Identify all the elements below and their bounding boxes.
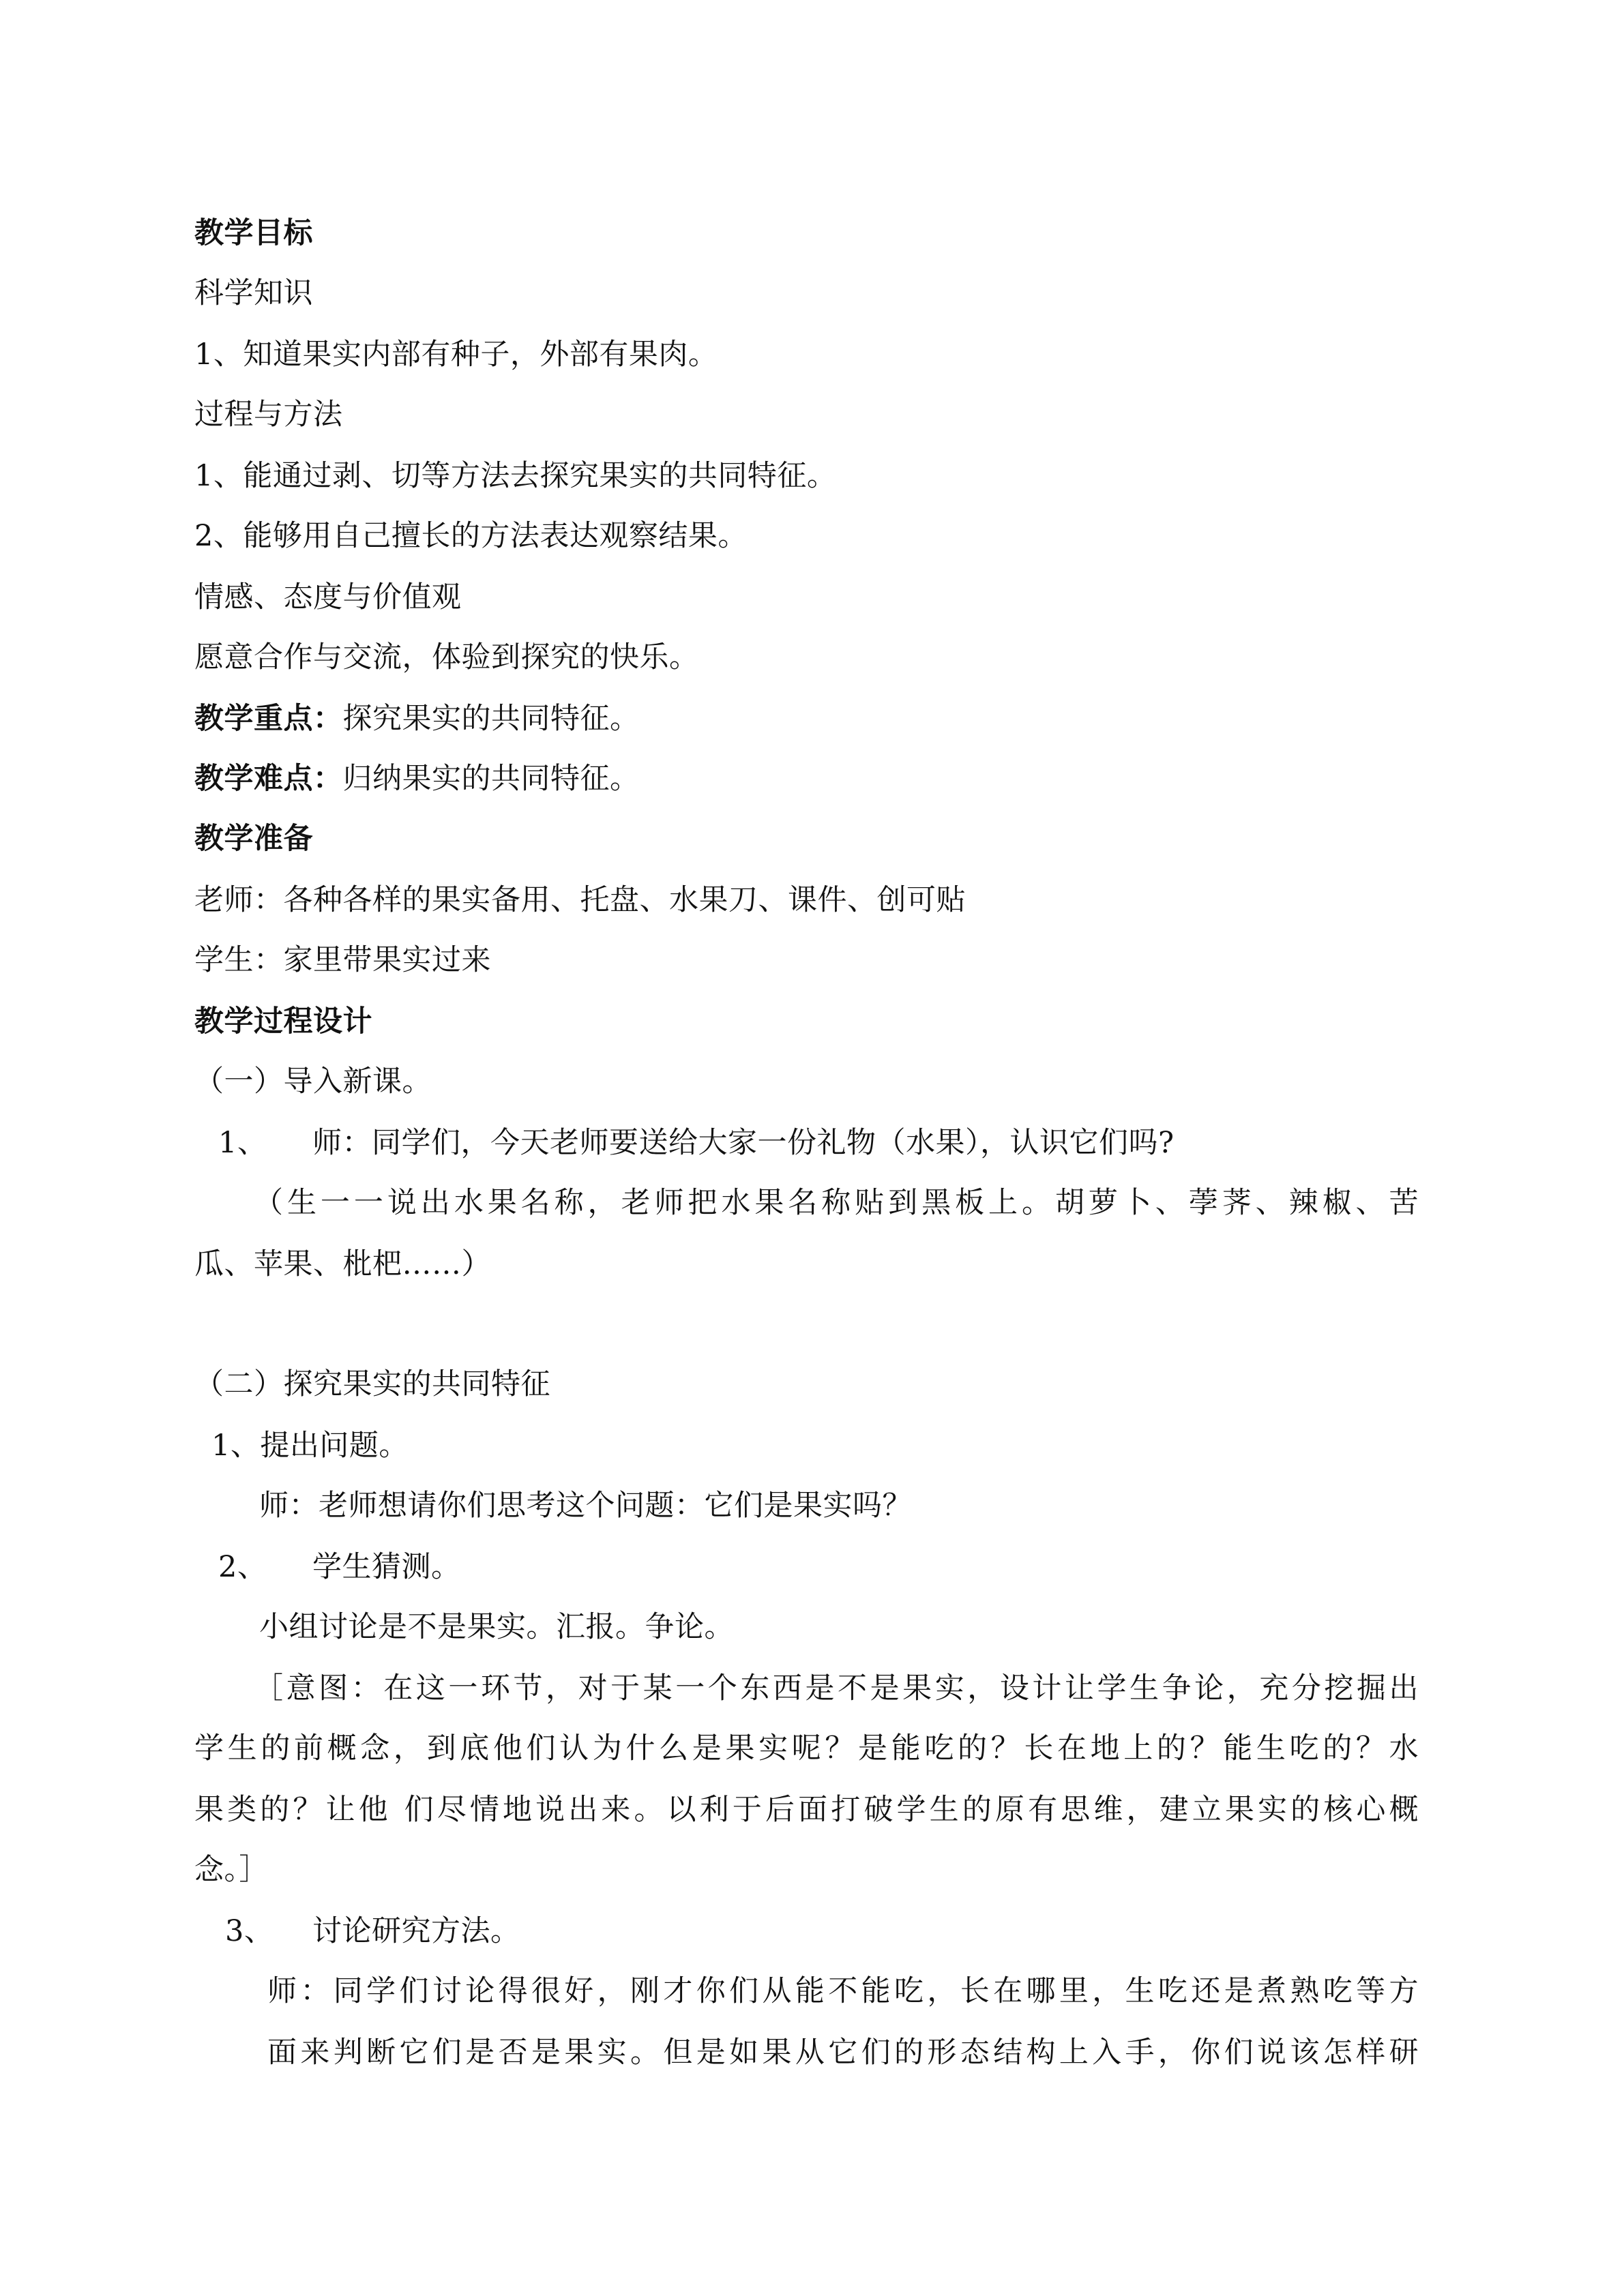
part2-step3-line-1: 师：同学们讨论得很好，刚才你们从能不能吃，长在哪里，生吃还是煮熟吃等方 (267, 1974, 1419, 2008)
heading-process-design: 教学过程设计 (194, 1004, 372, 1039)
knowledge-item-1: 1、知道果实内部有种子，外部有果肉。 (194, 338, 718, 372)
part2-step2-text: 小组讨论是不是果实。汇报。争论。 (259, 1610, 734, 1644)
part1-step1-number: 1、 (218, 1126, 267, 1160)
prep-teacher: 老师：各种各样的果实备用、托盘、水果刀、课件、创可贴 (194, 883, 966, 917)
section-knowledge: 科学知识 (194, 276, 313, 310)
heading-preparation: 教学准备 (194, 822, 313, 856)
part2-step3-label: 讨论研究方法。 (312, 1914, 520, 1948)
difficulty-text: 归纳果实的共同特征。 (342, 762, 640, 796)
difficulty-label: 教学难点： (194, 762, 343, 796)
key-point-text: 探究果实的共同特征。 (342, 702, 640, 736)
section-attitude: 情感、态度与价值观 (194, 580, 462, 614)
part2-step3-line-2: 面来判断它们是否是果实。但是如果从它们的形态结构上入手，你们说该怎样研 (267, 2036, 1419, 2070)
difficulty-line (194, 758, 640, 799)
process-item-1: 1、能通过剥、切等方法去探究果实的共同特征。 (194, 459, 837, 493)
part1-note-line-2: 瓜、苹果、枇杷……） (194, 1247, 491, 1281)
part2-step1: 1、提出问题。 (211, 1429, 409, 1463)
key-point-label: 教学重点： (194, 702, 343, 736)
part2-step2-number: 2、 (218, 1550, 267, 1584)
part2-step2-label: 学生猜测。 (312, 1550, 461, 1584)
intent-line-3: 果类的？让他 们尽情地说出来。以利于后面打破学生的原有思维，建立果实的核心概 (194, 1793, 1419, 1827)
heading-objectives: 教学目标 (194, 216, 313, 250)
part2-step3-number: 3、 (225, 1914, 274, 1948)
part1-note-line-1: （生一一说出水果名称，老师把水果名称贴到黑板上。胡萝卜、荸荠、辣椒、苦 (254, 1186, 1419, 1220)
prep-student: 学生：家里带果实过来 (194, 943, 491, 977)
part2-step1-text: 师：老师想请你们思考这个问题：它们是果实吗？ (259, 1489, 912, 1523)
section-process: 过程与方法 (194, 398, 343, 432)
intent-line-1: ［意图：在这一环节，对于某一个东西是不是果实，设计让学生争论，充分挖掘出 (254, 1671, 1419, 1705)
key-point-line (194, 698, 640, 739)
part2-title: （二）探究果实的共同特征 (194, 1367, 550, 1401)
part1-title: （一）导入新课。 (194, 1064, 432, 1099)
attitude-text: 愿意合作与交流，体验到探究的快乐。 (194, 640, 699, 674)
intent-line-2: 学生的前概念，到底他们认为什么是果实呢？是能吃的？长在地上的？能生吃的？水 (194, 1731, 1419, 1765)
part1-step1-text: 师：同学们，今天老师要送给大家一份礼物（水果），认识它们吗? (312, 1126, 1175, 1160)
intent-line-4: 念。］ (194, 1853, 269, 1887)
process-item-2: 2、能够用自己擅长的方法表达观察结果。 (194, 519, 748, 553)
